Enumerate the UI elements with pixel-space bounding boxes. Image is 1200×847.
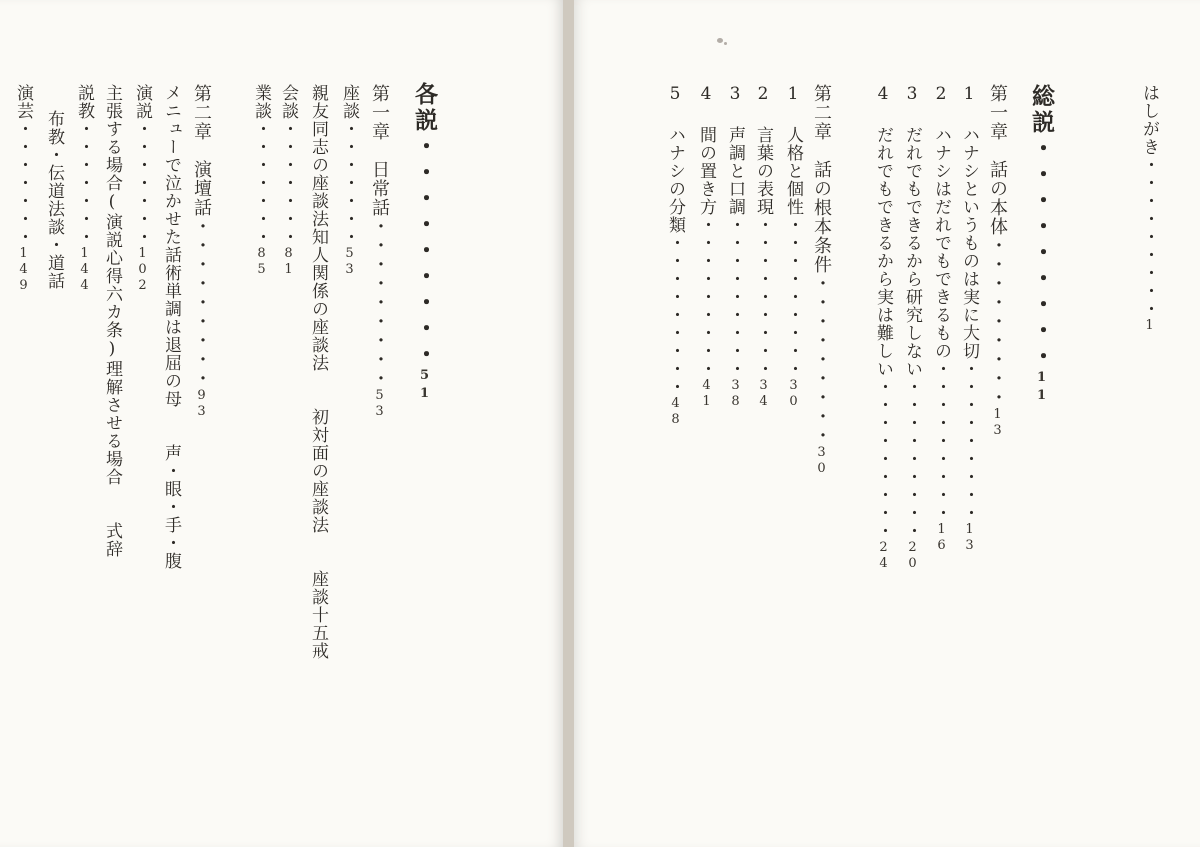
toc-item-sekkyo: 説教・・・・・・・144 — [74, 84, 94, 294]
toc-item-1-2: 2 ハナシはだれでもできるもの・・・・・・・・・16 — [931, 84, 951, 554]
toc-item-gyodan: 業談・・・・・・・85 — [251, 84, 271, 278]
toc-hashigaki: はしがき・・・・・・・・・1 — [1139, 84, 1159, 334]
toc-section-sosetsu: 総説・・・・・・・・・11 — [1028, 84, 1055, 406]
toc-section-kakusetsu: 各説・・・・・・・・・51 — [411, 82, 438, 404]
toc-sub-enzetsu: 主張する場合(演説心得六カ条)理解させる場合 式辞 — [102, 84, 122, 558]
toc-sub-sekkyo: 布教・伝道法談・道話 — [44, 110, 64, 290]
book-gutter — [563, 0, 574, 847]
toc-chapter-1: 第一章 話の本体・・・・・・・・・13 — [987, 84, 1008, 439]
right-page — [574, 0, 1200, 847]
toc-item-kaidan: 会談・・・・・・・81 — [278, 84, 298, 278]
toc-item-1-1: 1 ハナシというものは実に大切・・・・・・・・・13 — [959, 84, 979, 554]
toc-item-2-2: 2 言葉の表現・・・・・・・・・34 — [753, 84, 773, 410]
toc-item-2-5: 5 ハナシの分類・・・・・・・・・48 — [665, 84, 685, 428]
toc-item-2-3: 3 声調と口調・・・・・・・・・38 — [725, 84, 745, 410]
toc-item-1-3: 3 だれでもできるから研究しない・・・・・・・・・20 — [902, 84, 922, 572]
toc-sub-menu: メニューで泣かせた話術単調は退屈の母 声・眼・手・腹 — [161, 84, 181, 570]
paper-spot — [724, 42, 727, 45]
toc-chapter-2: 第二章 話の根本条件・・・・・・・・・30 — [811, 84, 832, 477]
toc-item-2-1: 1 人格と個性・・・・・・・・・30 — [783, 84, 803, 410]
toc-sub-zadan: 親友同志の座談法知人関係の座談法 初対面の座談法 座談十五戒 — [308, 84, 328, 660]
toc-item-enzetsu: 演説・・・・・・・102 — [132, 84, 152, 294]
paper-spot — [717, 38, 723, 43]
toc-chapter-2: 第二章 演壇話・・・・・・・・・93 — [191, 84, 212, 420]
toc-item-2-4: 4 間の置き方・・・・・・・・・41 — [696, 84, 716, 410]
toc-item-1-4: 4 だれでもできるから実は難しい・・・・・・・・・24 — [873, 84, 893, 572]
toc-item-engei: 演芸・・・・・・・149 — [13, 84, 33, 294]
left-page — [0, 0, 563, 847]
toc-chapter-1: 第一章 日常話・・・・・・・・・53 — [369, 84, 390, 420]
toc-item-zadan: 座談・・・・・・・53 — [339, 84, 359, 278]
